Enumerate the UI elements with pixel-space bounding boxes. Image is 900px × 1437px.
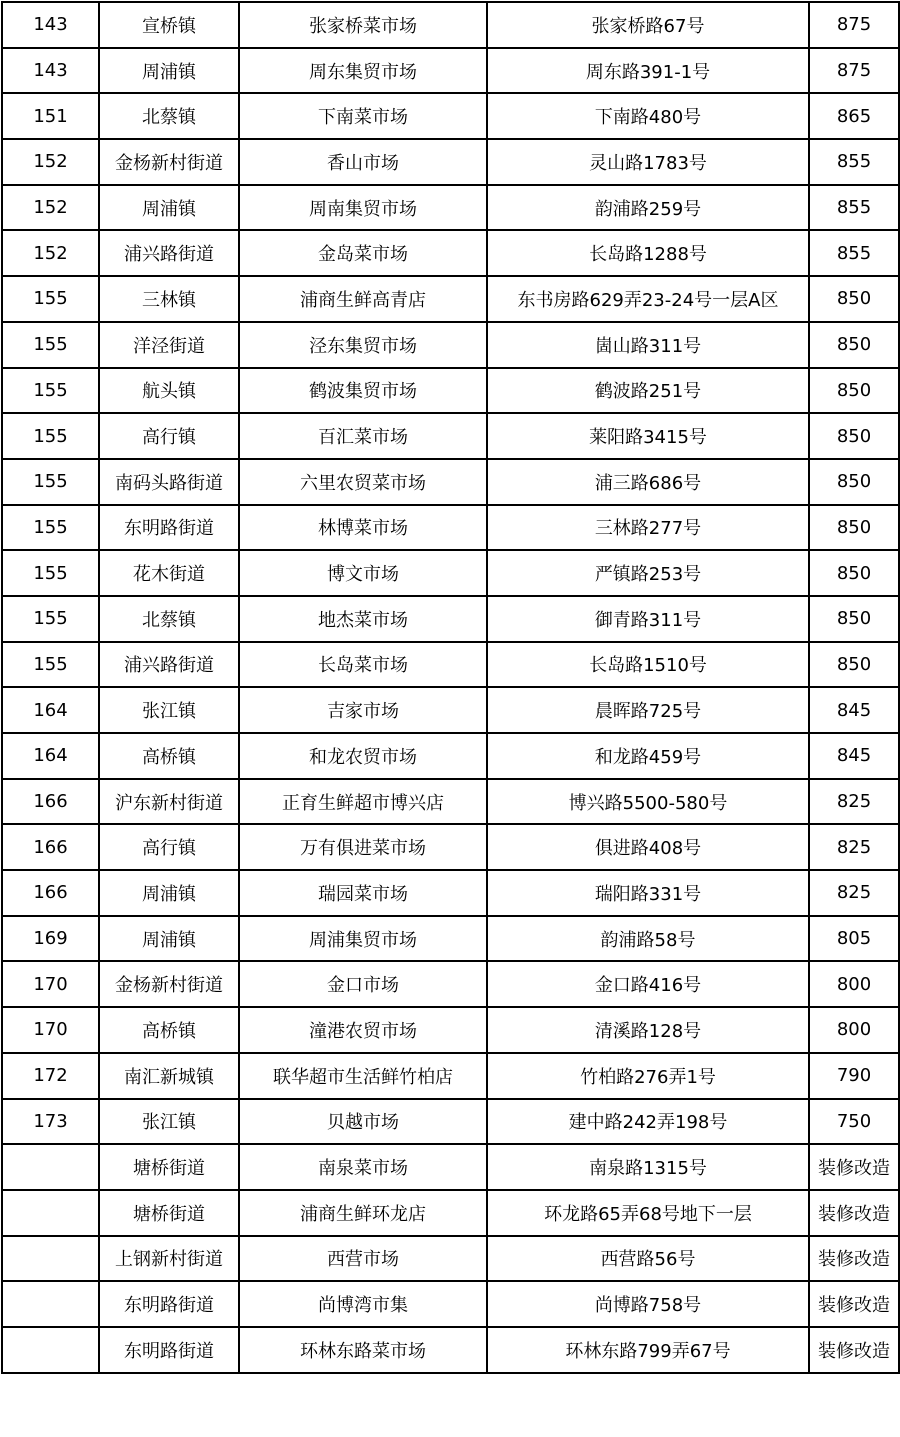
town-cell: 北蔡镇 xyxy=(99,93,239,139)
table-row xyxy=(2,276,899,322)
table-row xyxy=(2,48,899,94)
rank-cell: 155 xyxy=(2,596,99,642)
score-cell: 805 xyxy=(809,916,899,962)
market-name-cell: 尚博湾市集 xyxy=(239,1281,487,1327)
town-cell: 北蔡镇 xyxy=(99,596,239,642)
rank-cell xyxy=(2,1236,99,1282)
table-row xyxy=(2,459,899,505)
address-cell: 瑞阳路331号 xyxy=(487,870,809,916)
table-row xyxy=(2,550,899,596)
score-cell: 865 xyxy=(809,93,899,139)
rank-cell: 155 xyxy=(2,642,99,688)
table-row xyxy=(2,733,899,779)
rank-cell: 173 xyxy=(2,1099,99,1145)
table-row xyxy=(2,1190,899,1236)
score-cell: 850 xyxy=(809,596,899,642)
town-cell: 南码头路街道 xyxy=(99,459,239,505)
town-cell: 三林镇 xyxy=(99,276,239,322)
address-cell: 晨晖路725号 xyxy=(487,687,809,733)
market-name-cell: 长岛菜市场 xyxy=(239,642,487,688)
rank-cell xyxy=(2,1281,99,1327)
town-cell: 周浦镇 xyxy=(99,48,239,94)
rank-cell xyxy=(2,1190,99,1236)
score-cell: 800 xyxy=(809,1007,899,1053)
table-row xyxy=(2,779,899,825)
rank-cell: 152 xyxy=(2,139,99,185)
table-row xyxy=(2,1053,899,1099)
rank-cell: 172 xyxy=(2,1053,99,1099)
market-name-cell: 博文市场 xyxy=(239,550,487,596)
market-name-cell: 瑞园菜市场 xyxy=(239,870,487,916)
town-cell: 浦兴路街道 xyxy=(99,230,239,276)
table-row xyxy=(2,413,899,459)
market-name-cell: 地杰菜市场 xyxy=(239,596,487,642)
rank-cell: 169 xyxy=(2,916,99,962)
score-cell: 875 xyxy=(809,2,899,48)
score-cell: 845 xyxy=(809,733,899,779)
score-cell: 850 xyxy=(809,459,899,505)
rank-cell: 166 xyxy=(2,824,99,870)
rank-cell: 155 xyxy=(2,550,99,596)
rank-cell: 155 xyxy=(2,413,99,459)
address-cell: 张家桥路67号 xyxy=(487,2,809,48)
address-cell: 建中路242弄198号 xyxy=(487,1099,809,1145)
score-cell: 855 xyxy=(809,230,899,276)
market-name-cell: 周东集贸市场 xyxy=(239,48,487,94)
market-name-cell: 林博菜市场 xyxy=(239,505,487,551)
rank-cell: 155 xyxy=(2,276,99,322)
score-cell: 850 xyxy=(809,505,899,551)
town-cell: 金杨新村街道 xyxy=(99,961,239,1007)
address-cell: 韵浦路58号 xyxy=(487,916,809,962)
rank-cell: 155 xyxy=(2,368,99,414)
score-cell: 850 xyxy=(809,413,899,459)
market-name-cell: 万有俱进菜市场 xyxy=(239,824,487,870)
address-cell: 和龙路459号 xyxy=(487,733,809,779)
address-cell: 长岛路1510号 xyxy=(487,642,809,688)
address-cell: 环林东路799弄67号 xyxy=(487,1327,809,1373)
town-cell: 花木街道 xyxy=(99,550,239,596)
table-row xyxy=(2,1327,899,1373)
address-cell: 俱进路408号 xyxy=(487,824,809,870)
table-row xyxy=(2,185,899,231)
table-row xyxy=(2,1281,899,1327)
address-cell: 金口路416号 xyxy=(487,961,809,1007)
market-name-cell: 环林东路菜市场 xyxy=(239,1327,487,1373)
market-ranking-table xyxy=(1,1,900,1374)
market-name-cell: 百汇菜市场 xyxy=(239,413,487,459)
table-body xyxy=(2,2,899,1373)
market-name-cell: 西营市场 xyxy=(239,1236,487,1282)
score-cell: 850 xyxy=(809,276,899,322)
address-cell: 南泉路1315号 xyxy=(487,1144,809,1190)
rank-cell: 151 xyxy=(2,93,99,139)
score-cell: 845 xyxy=(809,687,899,733)
score-cell: 825 xyxy=(809,824,899,870)
rank-cell: 170 xyxy=(2,961,99,1007)
rank-cell: 166 xyxy=(2,870,99,916)
market-name-cell: 六里农贸菜市场 xyxy=(239,459,487,505)
address-cell: 三林路277号 xyxy=(487,505,809,551)
address-cell: 御青路311号 xyxy=(487,596,809,642)
table-row xyxy=(2,824,899,870)
address-cell: 灵山路1783号 xyxy=(487,139,809,185)
address-cell: 韵浦路259号 xyxy=(487,185,809,231)
market-name-cell: 金岛菜市场 xyxy=(239,230,487,276)
address-cell: 崮山路311号 xyxy=(487,322,809,368)
town-cell: 塘桥街道 xyxy=(99,1190,239,1236)
table-row xyxy=(2,1144,899,1190)
address-cell: 周东路391-1号 xyxy=(487,48,809,94)
town-cell: 高行镇 xyxy=(99,413,239,459)
table-row xyxy=(2,1099,899,1145)
score-cell: 装修改造 xyxy=(809,1190,899,1236)
table-row xyxy=(2,870,899,916)
table-row xyxy=(2,230,899,276)
table-row xyxy=(2,2,899,48)
town-cell: 东明路街道 xyxy=(99,1281,239,1327)
score-cell: 750 xyxy=(809,1099,899,1145)
address-cell: 竹柏路276弄1号 xyxy=(487,1053,809,1099)
market-name-cell: 香山市场 xyxy=(239,139,487,185)
market-name-cell: 泾东集贸市场 xyxy=(239,322,487,368)
score-cell: 855 xyxy=(809,139,899,185)
score-cell: 850 xyxy=(809,322,899,368)
market-name-cell: 浦商生鲜高青店 xyxy=(239,276,487,322)
rank-cell: 170 xyxy=(2,1007,99,1053)
town-cell: 张江镇 xyxy=(99,1099,239,1145)
market-name-cell: 贝越市场 xyxy=(239,1099,487,1145)
town-cell: 金杨新村街道 xyxy=(99,139,239,185)
address-cell: 浦三路686号 xyxy=(487,459,809,505)
market-name-cell: 潼港农贸市场 xyxy=(239,1007,487,1053)
town-cell: 东明路街道 xyxy=(99,505,239,551)
market-name-cell: 和龙农贸市场 xyxy=(239,733,487,779)
town-cell: 洋泾街道 xyxy=(99,322,239,368)
rank-cell xyxy=(2,1144,99,1190)
rank-cell: 143 xyxy=(2,48,99,94)
rank-cell: 143 xyxy=(2,2,99,48)
score-cell: 装修改造 xyxy=(809,1281,899,1327)
score-cell: 800 xyxy=(809,961,899,1007)
address-cell: 东书房路629弄23-24号一层A区 xyxy=(487,276,809,322)
market-name-cell: 金口市场 xyxy=(239,961,487,1007)
town-cell: 高桥镇 xyxy=(99,733,239,779)
table-row xyxy=(2,368,899,414)
table-row xyxy=(2,322,899,368)
town-cell: 航头镇 xyxy=(99,368,239,414)
market-name-cell: 正育生鲜超市博兴店 xyxy=(239,779,487,825)
town-cell: 高行镇 xyxy=(99,824,239,870)
market-name-cell: 浦商生鲜环龙店 xyxy=(239,1190,487,1236)
town-cell: 高桥镇 xyxy=(99,1007,239,1053)
table-row xyxy=(2,596,899,642)
rank-cell: 155 xyxy=(2,459,99,505)
table-row xyxy=(2,916,899,962)
address-cell: 严镇路253号 xyxy=(487,550,809,596)
score-cell: 850 xyxy=(809,550,899,596)
market-name-cell: 南泉菜市场 xyxy=(239,1144,487,1190)
address-cell: 西营路56号 xyxy=(487,1236,809,1282)
town-cell: 浦兴路街道 xyxy=(99,642,239,688)
address-cell: 长岛路1288号 xyxy=(487,230,809,276)
table-row xyxy=(2,93,899,139)
town-cell: 上钢新村街道 xyxy=(99,1236,239,1282)
rank-cell: 155 xyxy=(2,505,99,551)
score-cell: 850 xyxy=(809,642,899,688)
score-cell: 装修改造 xyxy=(809,1144,899,1190)
score-cell: 875 xyxy=(809,48,899,94)
rank-cell: 152 xyxy=(2,185,99,231)
town-cell: 张江镇 xyxy=(99,687,239,733)
town-cell: 周浦镇 xyxy=(99,185,239,231)
rank-cell xyxy=(2,1327,99,1373)
table-row xyxy=(2,961,899,1007)
market-name-cell: 张家桥菜市场 xyxy=(239,2,487,48)
town-cell: 东明路街道 xyxy=(99,1327,239,1373)
rank-cell: 152 xyxy=(2,230,99,276)
score-cell: 790 xyxy=(809,1053,899,1099)
town-cell: 沪东新村街道 xyxy=(99,779,239,825)
market-name-cell: 鹤波集贸市场 xyxy=(239,368,487,414)
address-cell: 环龙路65弄68号地下一层 xyxy=(487,1190,809,1236)
score-cell: 装修改造 xyxy=(809,1236,899,1282)
table-row xyxy=(2,1236,899,1282)
town-cell: 周浦镇 xyxy=(99,870,239,916)
address-cell: 清溪路128号 xyxy=(487,1007,809,1053)
rank-cell: 166 xyxy=(2,779,99,825)
market-name-cell: 联华超市生活鲜竹柏店 xyxy=(239,1053,487,1099)
score-cell: 855 xyxy=(809,185,899,231)
table-row xyxy=(2,139,899,185)
table-row xyxy=(2,687,899,733)
address-cell: 博兴路5500-580号 xyxy=(487,779,809,825)
address-cell: 下南路480号 xyxy=(487,93,809,139)
town-cell: 周浦镇 xyxy=(99,916,239,962)
table-row xyxy=(2,505,899,551)
rank-cell: 164 xyxy=(2,687,99,733)
table-row xyxy=(2,642,899,688)
score-cell: 装修改造 xyxy=(809,1327,899,1373)
score-cell: 825 xyxy=(809,870,899,916)
town-cell: 塘桥街道 xyxy=(99,1144,239,1190)
address-cell: 鹤波路251号 xyxy=(487,368,809,414)
score-cell: 825 xyxy=(809,779,899,825)
market-name-cell: 下南菜市场 xyxy=(239,93,487,139)
town-cell: 宣桥镇 xyxy=(99,2,239,48)
town-cell: 南汇新城镇 xyxy=(99,1053,239,1099)
market-name-cell: 周浦集贸市场 xyxy=(239,916,487,962)
address-cell: 尚博路758号 xyxy=(487,1281,809,1327)
address-cell: 莱阳路3415号 xyxy=(487,413,809,459)
table-row xyxy=(2,1007,899,1053)
rank-cell: 164 xyxy=(2,733,99,779)
market-name-cell: 吉家市场 xyxy=(239,687,487,733)
market-name-cell: 周南集贸市场 xyxy=(239,185,487,231)
score-cell: 850 xyxy=(809,368,899,414)
rank-cell: 155 xyxy=(2,322,99,368)
